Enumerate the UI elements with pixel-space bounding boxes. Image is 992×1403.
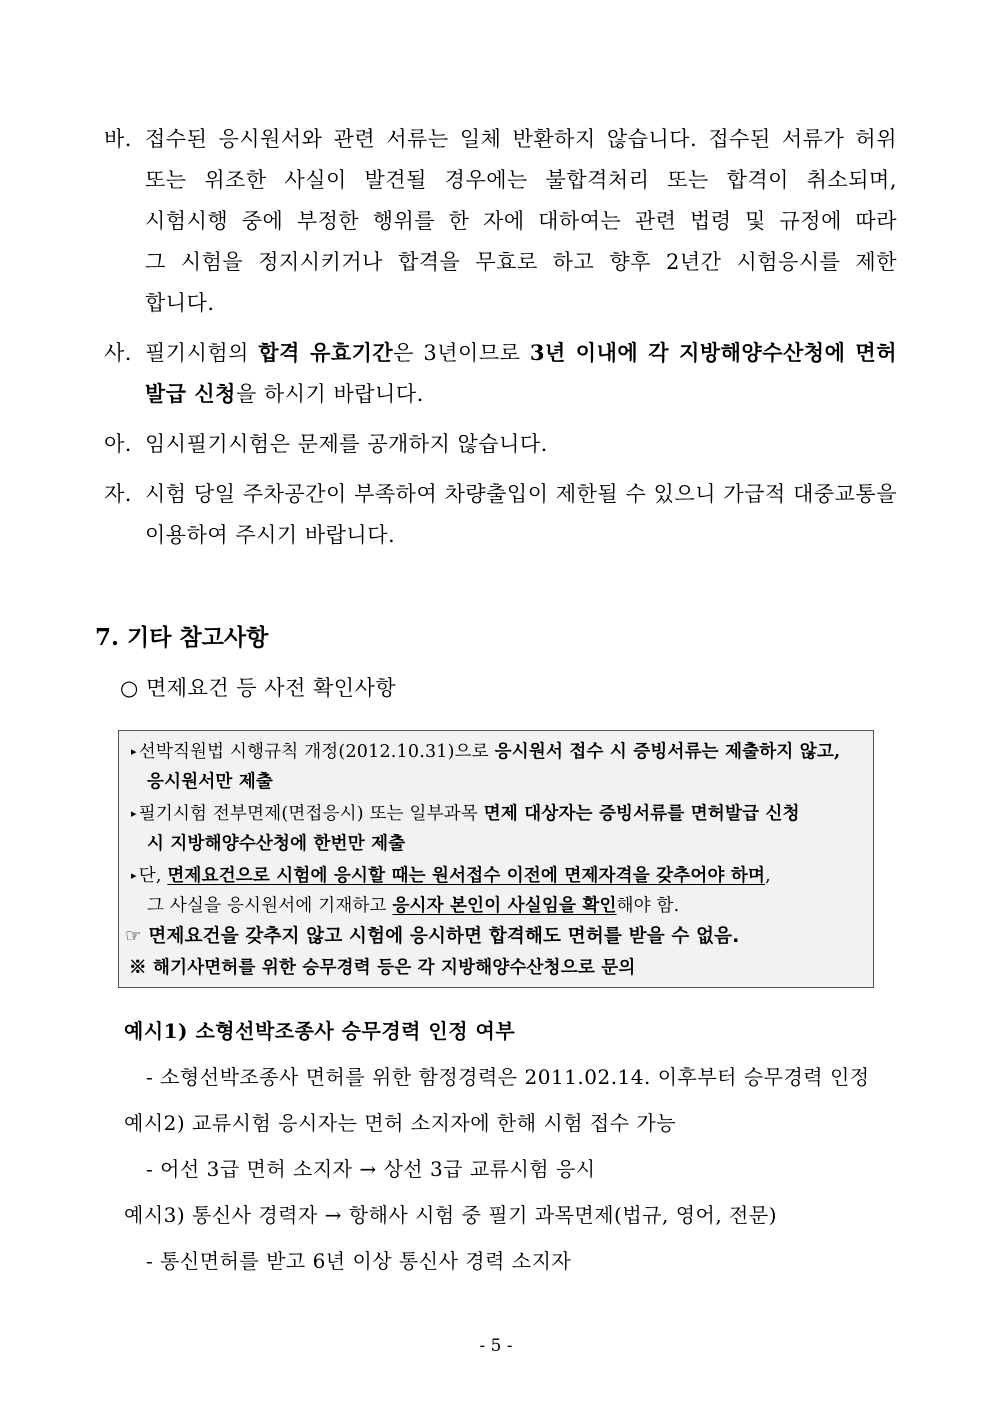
box-text: , — [765, 866, 771, 886]
item-ba-line1: 접수된 응시원서와 관련 서류는 일체 반환하지 않습니다. 접수된 서류가 허위 — [145, 127, 897, 151]
item-sa-line2 — [145, 379, 424, 409]
box-underlined-text: 면제요건으로 시험에 응시할 때는 원서접수 이전에 면제자격을 갖추어야 하며 — [167, 866, 766, 886]
notice-box — [118, 730, 874, 988]
example-1-title: 예시1) 소형선박조종사 승무경력 인정 여부 — [124, 1019, 516, 1043]
item-label-sa: 사. — [104, 341, 132, 365]
item-ba-line5: 합니다. — [145, 291, 215, 315]
box-line-3 — [131, 801, 800, 827]
sa-bold-validity: 합격 유효기간 — [258, 340, 394, 365]
sa-bold-within-3-years: 3년 이내에 각 지방해양수산청에 면허 — [529, 340, 897, 365]
example-2-detail: - 어선 3급 면허 소지자 → 상선 3급 교류시험 응시 — [146, 1157, 596, 1181]
item-label-a: 아. — [104, 432, 132, 456]
box-line-7-warning: ☞ 면제요건을 갖추지 않고 시험에 응시하면 합격해도 면허를 받을 수 없음. — [125, 926, 740, 947]
item-label-ja: 자. — [104, 482, 132, 506]
box-line-2: 응시원서만 제출 — [147, 772, 274, 792]
item-a-line1: 임시필기시험은 문제를 공개하지 않습니다. — [145, 432, 548, 456]
item-label-ba: 바. — [104, 127, 132, 151]
box-line-8-note: ※ 해기사면허를 위한 승무경력 등은 각 지방해양수산청으로 문의 — [129, 958, 636, 978]
item-sa-line1 — [145, 338, 897, 368]
box-line-6 — [147, 893, 679, 919]
box-text: 그 사실을 응시원서에 기재하고 — [147, 896, 393, 916]
sa-bold-issue-apply: 발급 신청 — [145, 381, 236, 406]
box-underlined-text: 응시자 본인이 사실임을 확인 — [392, 896, 617, 916]
triangle-bullet-icon: ▸ — [131, 745, 137, 758]
triangle-bullet-icon: ▸ — [131, 807, 137, 820]
item-ja-line1: 시험 당일 주차공간이 부족하여 차량출입이 제한될 수 있으니 가급적 대중교통을 — [145, 482, 897, 506]
sa-text-1: 필기시험의 — [145, 341, 259, 365]
box-line-4: 시 지방해양수산청에 한번만 제출 — [147, 834, 406, 854]
section-heading: 7. 기타 참고사항 — [95, 624, 269, 651]
box-text: 선박직원법 시행규칙 개정(2012.10.31)으로 — [138, 742, 495, 762]
box-line-5 — [131, 863, 771, 889]
sa-text-3: 을 하시기 바랍니다. — [235, 382, 424, 406]
example-2-title: 예시2) 교류시험 응시자는 면허 소지자에 한해 시험 접수 가능 — [124, 1111, 677, 1135]
section-subheading: ○ 면제요건 등 사전 확인사항 — [120, 676, 397, 700]
box-text: 단, — [138, 866, 168, 886]
box-text: 필기시험 전부면제(면접응시) 또는 일부과목 — [138, 804, 484, 824]
box-bold-text: 응시원서 접수 시 증빙서류는 제출하지 않고, — [494, 742, 841, 762]
item-ja-line2: 이용하여 주시기 바랍니다. — [145, 523, 396, 547]
box-line-1 — [131, 739, 840, 765]
triangle-bullet-icon: ▸ — [131, 869, 137, 882]
box-text: 해야 함. — [616, 896, 680, 916]
example-3-title: 예시3) 통신사 경력자 → 항해사 시험 중 필기 과목면제(법규, 영어, 전문) — [124, 1203, 777, 1227]
example-3-detail: - 통신면허를 받고 6년 이상 통신사 경력 소지자 — [146, 1249, 572, 1273]
box-bold-text: 면제 대상자는 증빙서류를 면허발급 신청 — [483, 804, 800, 824]
sa-text-2: 은 3년이므로 — [393, 341, 530, 365]
example-1-detail: - 소형선박조종사 면허를 위한 함정경력은 2011.02.14. 이후부터 승무경력 인정 — [146, 1065, 870, 1089]
page-number: - 5 - — [479, 1336, 513, 1356]
item-ba-line4: 그 시험을 정지시키거나 합격을 무효로 하고 향후 2년간 시험응시를 제한 — [145, 250, 897, 274]
item-ba-line3: 시험시행 중에 부정한 행위를 한 자에 대하여는 관련 법령 및 규정에 따라 — [145, 209, 897, 233]
item-ba-line2: 또는 위조한 사실이 발견될 경우에는 불합격처리 또는 합격이 취소되며, — [145, 168, 897, 192]
